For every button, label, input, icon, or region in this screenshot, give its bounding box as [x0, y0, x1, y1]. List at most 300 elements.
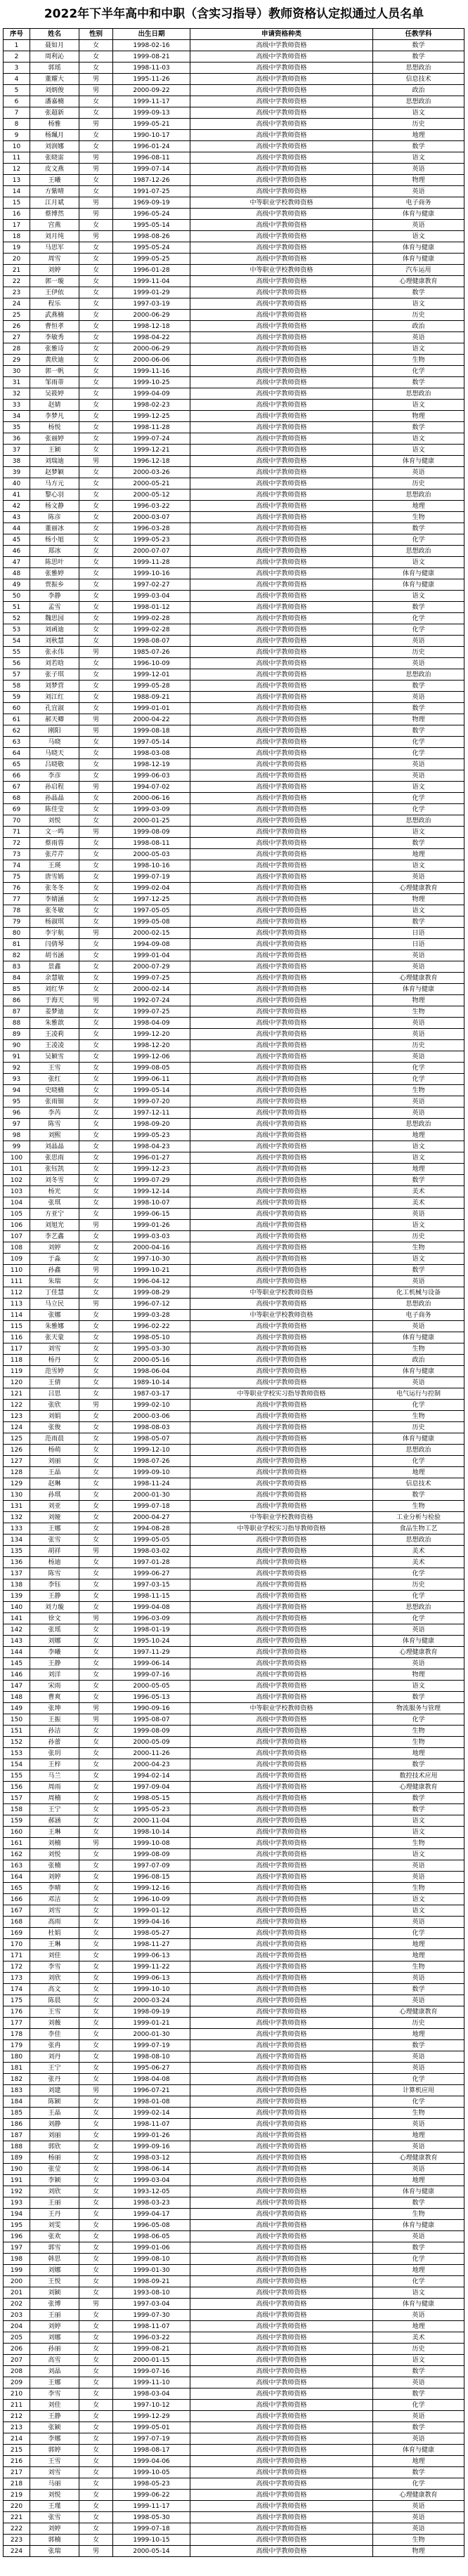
cell-gender: 男 [79, 456, 113, 467]
table-row [4, 1535, 464, 1546]
cell-qualification: 高级中学教师资格 [190, 445, 373, 456]
table-row [4, 939, 464, 950]
cell-name: 曹爽 [30, 1692, 79, 1703]
cell-subject: 心理健康教育 [373, 276, 464, 287]
cell-name: 陈晨 [30, 1995, 79, 2006]
cell-index: 200 [4, 2276, 30, 2287]
cell-birthdate: 1996-03-22 [113, 2332, 190, 2344]
cell-name: 王曦 [30, 175, 79, 186]
cell-index: 204 [4, 2321, 30, 2332]
cell-qualification: 高级中学教师资格 [190, 1669, 373, 1681]
cell-qualification: 高级中学教师资格 [190, 1231, 373, 1242]
cell-qualification: 高级中学教师资格 [190, 2018, 373, 2029]
cell-name: 刘娜 [30, 1636, 79, 1647]
cell-birthdate: 1998-01-08 [113, 2096, 190, 2108]
cell-qualification: 高级中学教师资格 [190, 242, 373, 254]
cell-birthdate: 1969-09-19 [113, 197, 190, 209]
table-row [4, 1141, 464, 1152]
cell-index: 181 [4, 2063, 30, 2074]
cell-subject: 英语 [373, 467, 464, 478]
cell-qualification: 高级中学教师资格 [190, 1006, 373, 1018]
cell-subject: 英语 [373, 1995, 464, 2006]
cell-birthdate: 1996-03-22 [113, 501, 190, 512]
cell-name: 李艺鑫 [30, 1231, 79, 1242]
cell-birthdate: 1998-10-16 [113, 860, 190, 872]
cell-subject: 数学 [373, 1804, 464, 1815]
table-row [4, 624, 464, 636]
cell-birthdate: 1994-08-28 [113, 1523, 190, 1535]
cell-qualification: 高级中学教师资格 [190, 748, 373, 759]
table-row [4, 546, 464, 557]
cell-birthdate: 1999-12-21 [113, 445, 190, 456]
cell-birthdate: 1998-12-20 [113, 1040, 190, 1051]
cell-birthdate: 1998-11-27 [113, 1939, 190, 1950]
cell-gender: 女 [79, 2141, 113, 2153]
cell-birthdate: 1997-05-05 [113, 905, 190, 916]
cell-subject: 生物 [373, 1737, 464, 1748]
cell-index: 175 [4, 1995, 30, 2006]
table-row [4, 1759, 464, 1770]
table-row [4, 2490, 464, 2501]
cell-qualification: 高级中学教师资格 [190, 2029, 373, 2040]
cell-index: 1 [4, 40, 30, 51]
table-row [4, 2344, 464, 2355]
cell-birthdate: 1998-02-23 [113, 400, 190, 411]
table-row [4, 265, 464, 276]
cell-index: 173 [4, 1973, 30, 1984]
cell-birthdate: 1999-10-05 [113, 2467, 190, 2478]
cell-name: 丁佳慧 [30, 1287, 79, 1299]
cell-index: 19 [4, 242, 30, 254]
table-row [4, 1905, 464, 1917]
cell-qualification: 高级中学教师资格 [190, 1141, 373, 1152]
cell-name: 江月斌 [30, 197, 79, 209]
cell-qualification: 高级中学教师资格 [190, 2355, 373, 2366]
cell-index: 35 [4, 422, 30, 433]
cell-gender: 女 [79, 1681, 113, 1692]
cell-index: 157 [4, 1793, 30, 1804]
cell-gender: 女 [79, 2209, 113, 2220]
cell-index: 177 [4, 2018, 30, 2029]
cell-qualification: 中等职业学校教师资格 [190, 1287, 373, 1299]
cell-qualification: 高级中学教师资格 [190, 2254, 373, 2265]
cell-qualification: 高级中学教师资格 [190, 1242, 373, 1254]
cell-index: 136 [4, 1557, 30, 1568]
cell-index: 188 [4, 2141, 30, 2153]
cell-subject: 语文 [373, 152, 464, 164]
cell-name: 周雪 [30, 254, 79, 265]
cell-name: 程乐 [30, 298, 79, 310]
cell-index: 202 [4, 2299, 30, 2310]
cell-subject: 化学 [373, 366, 464, 377]
table-row [4, 2512, 464, 2523]
cell-gender: 女 [79, 2422, 113, 2433]
cell-birthdate: 1999-02-04 [113, 883, 190, 894]
cell-gender: 男 [79, 2546, 113, 2557]
cell-birthdate: 1998-11-28 [113, 422, 190, 433]
cell-gender: 女 [79, 1018, 113, 1029]
cell-gender: 女 [79, 1726, 113, 1737]
cell-subject: 地理 [373, 1950, 464, 1961]
cell-qualification: 高级中学教师资格 [190, 579, 373, 591]
cell-index: 111 [4, 1276, 30, 1287]
cell-birthdate: 1999-12-23 [113, 1164, 190, 1175]
cell-subject: 化学 [373, 613, 464, 624]
cell-qualification: 中等职业学校实习指导教师资格 [190, 1523, 373, 1535]
cell-gender: 女 [79, 1478, 113, 1490]
cell-subject: 英语 [373, 2512, 464, 2523]
cell-name: 王梓 [30, 1759, 79, 1770]
cell-name: 邹雨蒂 [30, 377, 79, 388]
cell-gender: 女 [79, 2445, 113, 2456]
cell-gender: 女 [79, 579, 113, 591]
cell-qualification: 高级中学教师资格 [190, 1343, 373, 1355]
table-row [4, 1523, 464, 1535]
cell-qualification: 高级中学教师资格 [190, 1175, 373, 1186]
cell-name: 刘丹 [30, 2051, 79, 2063]
cell-subject: 日语 [373, 939, 464, 950]
cell-qualification: 高级中学教师资格 [190, 1793, 373, 1804]
cell-name: 邓洁 [30, 1894, 79, 1905]
cell-gender: 女 [79, 343, 113, 355]
cell-subject: 电气运行与控制 [373, 1388, 464, 1400]
table-row [4, 1152, 464, 1164]
cell-qualification: 高级中学教师资格 [190, 1568, 373, 1579]
cell-index: 59 [4, 692, 30, 703]
cell-subject: 思想政治 [373, 1119, 464, 1130]
cell-subject: 语文 [373, 591, 464, 602]
cell-subject: 生物 [373, 1501, 464, 1512]
cell-subject: 地理 [373, 1939, 464, 1950]
cell-qualification: 中等职业学校教师资格 [190, 265, 373, 276]
cell-subject: 数学 [373, 2366, 464, 2377]
cell-name: 王娜 [30, 1523, 79, 1535]
cell-birthdate: 1995-05-14 [113, 220, 190, 231]
cell-index: 5 [4, 85, 30, 96]
cell-birthdate: 1988-09-21 [113, 692, 190, 703]
cell-qualification: 高级中学教师资格 [190, 2299, 373, 2310]
cell-name: 孙鑫 [30, 1265, 79, 1276]
table-row [4, 849, 464, 860]
cell-name: 刘婷 [30, 1242, 79, 1254]
cell-qualification: 高级中学教师资格 [190, 489, 373, 501]
cell-qualification: 高级中学教师资格 [190, 1332, 373, 1343]
cell-subject: 英语 [373, 658, 464, 669]
cell-qualification: 高级中学教师资格 [190, 1928, 373, 1939]
table-row [4, 1006, 464, 1018]
cell-subject: 日语 [373, 928, 464, 939]
cell-gender: 女 [79, 2377, 113, 2388]
cell-qualification: 高级中学教师资格 [190, 1433, 373, 1445]
cell-subject: 物理 [373, 894, 464, 905]
cell-birthdate: 1998-11-03 [113, 63, 190, 74]
cell-subject: 地理 [373, 501, 464, 512]
cell-gender: 女 [79, 2018, 113, 2029]
cell-index: 26 [4, 321, 30, 332]
cell-name: 蔡雨蓉 [30, 838, 79, 849]
cell-birthdate: 1998-11-07 [113, 2119, 190, 2130]
cell-gender: 男 [79, 995, 113, 1006]
cell-gender: 女 [79, 1984, 113, 1995]
cell-name: 刘婷 [30, 265, 79, 276]
cell-index: 15 [4, 197, 30, 209]
cell-birthdate: 1999-08-29 [113, 1287, 190, 1299]
table-row [4, 2220, 464, 2231]
table-row [4, 1917, 464, 1928]
cell-subject: 英语 [373, 2051, 464, 2063]
cell-qualification: 高级中学教师资格 [190, 130, 373, 141]
cell-name: 刘旭光 [30, 1220, 79, 1231]
cell-subject: 数学 [373, 1984, 464, 1995]
cell-subject: 数学 [373, 287, 464, 298]
cell-name: 王丽 [30, 2310, 79, 2321]
cell-subject: 政治 [373, 85, 464, 96]
cell-birthdate: 1999-10-10 [113, 1984, 190, 1995]
cell-subject: 思想政治 [373, 96, 464, 107]
cell-subject: 化工机械与设备 [373, 1287, 464, 1299]
cell-gender: 女 [79, 2388, 113, 2400]
cell-name: 李雪 [30, 2388, 79, 2400]
cell-birthdate: 1998-04-23 [113, 1141, 190, 1152]
table-row [4, 1782, 464, 1793]
cell-birthdate: 1999-08-05 [113, 1063, 190, 1074]
cell-subject: 数学 [373, 2040, 464, 2051]
cell-gender: 女 [79, 973, 113, 984]
cell-index: 29 [4, 355, 30, 366]
cell-qualification: 高级中学教师资格 [190, 2546, 373, 2557]
cell-index: 182 [4, 2074, 30, 2085]
cell-name: 刘炳俊 [30, 85, 79, 96]
cell-index: 146 [4, 1669, 30, 1681]
cell-index: 30 [4, 366, 30, 377]
cell-qualification: 高级中学教师资格 [190, 725, 373, 737]
cell-subject: 化学 [373, 1400, 464, 1411]
table-row [4, 782, 464, 793]
table-row [4, 1074, 464, 1085]
cell-gender: 女 [79, 905, 113, 916]
cell-name: 张丹 [30, 2074, 79, 2085]
cell-birthdate: 1997-05-14 [113, 737, 190, 748]
cell-qualification: 高级中学教师资格 [190, 1467, 373, 1478]
cell-index: 54 [4, 636, 30, 647]
table-row [4, 1995, 464, 2006]
cell-name: 刘亚 [30, 1501, 79, 1512]
cell-birthdate: 1997-10-12 [113, 2400, 190, 2411]
cell-gender: 女 [79, 1860, 113, 1872]
cell-subject: 英语 [373, 692, 464, 703]
table-row [4, 388, 464, 400]
cell-subject: 心理健康教育 [373, 883, 464, 894]
cell-birthdate: 1999-04-06 [113, 2456, 190, 2467]
table-row [4, 276, 464, 287]
cell-qualification: 高级中学教师资格 [190, 1096, 373, 1108]
cell-qualification: 高级中学教师资格 [190, 1164, 373, 1175]
cell-birthdate: 1996-10-09 [113, 658, 190, 669]
table-row [4, 2209, 464, 2220]
cell-name: 孙洁 [30, 1726, 79, 1737]
table-row [4, 737, 464, 748]
cell-qualification: 高级中学教师资格 [190, 1883, 373, 1894]
cell-index: 145 [4, 1658, 30, 1669]
cell-index: 73 [4, 849, 30, 860]
cell-subject: 语文 [373, 1220, 464, 1231]
cell-qualification: 高级中学教师资格 [190, 714, 373, 725]
cell-qualification: 高级中学教师资格 [190, 1108, 373, 1119]
cell-qualification: 高级中学教师资格 [190, 2051, 373, 2063]
table-row [4, 2175, 464, 2186]
table-row [4, 1478, 464, 1490]
cell-qualification: 高级中学教师资格 [190, 512, 373, 523]
cell-subject: 计算机应用 [373, 2085, 464, 2096]
cell-gender: 女 [79, 759, 113, 770]
cell-index: 27 [4, 332, 30, 343]
cell-name: 张欣 [30, 1400, 79, 1411]
cell-name: 张雪 [30, 2512, 79, 2523]
table-row [4, 1838, 464, 1849]
cell-name: 刘雪 [30, 1905, 79, 1917]
table-row [4, 1018, 464, 1029]
table-row [4, 815, 464, 827]
cell-index: 127 [4, 1456, 30, 1467]
cell-gender: 女 [79, 2512, 113, 2523]
cell-gender: 女 [79, 2332, 113, 2344]
cell-subject: 数学 [373, 1265, 464, 1276]
cell-index: 129 [4, 1478, 30, 1490]
cell-birthdate: 1999-01-26 [113, 2130, 190, 2141]
cell-birthdate: 1999-12-10 [113, 1445, 190, 1456]
table-row [4, 1512, 464, 1523]
table-row [4, 2164, 464, 2175]
table-row [4, 1658, 464, 1669]
cell-qualification: 高级中学教师资格 [190, 1838, 373, 1849]
cell-index: 17 [4, 220, 30, 231]
cell-birthdate: 1999-06-03 [113, 770, 190, 782]
cell-gender: 女 [79, 1355, 113, 1366]
cell-gender: 女 [79, 568, 113, 579]
cell-birthdate: 1995-05-23 [113, 1804, 190, 1815]
cell-birthdate: 1999-04-16 [113, 1917, 190, 1928]
cell-birthdate: 1999-11-04 [113, 276, 190, 287]
cell-birthdate: 1998-06-04 [113, 1366, 190, 1377]
cell-index: 93 [4, 1074, 30, 1085]
cell-birthdate: 1999-05-01 [113, 2422, 190, 2433]
cell-gender: 女 [79, 1051, 113, 1063]
cell-index: 16 [4, 209, 30, 220]
cell-birthdate: 1996-03-09 [113, 1613, 190, 1624]
cell-name: 魏思园 [30, 613, 79, 624]
cell-qualification: 高级中学教师资格 [190, 2130, 373, 2141]
table-row [4, 411, 464, 422]
cell-subject: 语文 [373, 782, 464, 793]
cell-birthdate: 1998-03-04 [113, 2388, 190, 2400]
table-row [4, 1063, 464, 1074]
cell-qualification: 高级中学教师资格 [190, 1411, 373, 1422]
cell-qualification: 高级中学教师资格 [190, 2535, 373, 2546]
cell-name: 李彦 [30, 770, 79, 782]
cell-subject: 地理 [373, 849, 464, 860]
cell-subject: 物流服务与管理 [373, 1703, 464, 1714]
table-row [4, 512, 464, 523]
cell-index: 72 [4, 838, 30, 849]
cell-name: 王雪 [30, 2456, 79, 2467]
cell-qualification: 中等职业学校教师资格 [190, 1703, 373, 1714]
cell-qualification: 高级中学教师资格 [190, 1658, 373, 1669]
cell-subject: 数学 [373, 916, 464, 928]
cell-birthdate: 1998-11-07 [113, 2321, 190, 2332]
cell-name: 刘若晗 [30, 658, 79, 669]
table-row [4, 1366, 464, 1377]
cell-index: 102 [4, 1175, 30, 1186]
cell-name: 刘雯 [30, 2220, 79, 2231]
cell-birthdate: 1999-02-14 [113, 2108, 190, 2119]
cell-subject: 物理 [373, 2546, 464, 2557]
cell-birthdate: 1999-07-24 [113, 433, 190, 445]
cell-index: 222 [4, 2523, 30, 2535]
cell-index: 61 [4, 714, 30, 725]
header-gender: 性别 [79, 29, 113, 40]
cell-subject: 英语 [373, 2523, 464, 2535]
cell-birthdate: 1998-01-12 [113, 602, 190, 613]
cell-qualification: 高级中学教师资格 [190, 2422, 373, 2433]
cell-name: 于淼 [30, 1254, 79, 1265]
cell-qualification: 高级中学教师资格 [190, 355, 373, 366]
cell-index: 78 [4, 905, 30, 916]
cell-birthdate: 1997-02-27 [113, 579, 190, 591]
cell-gender: 男 [79, 2085, 113, 2096]
cell-index: 174 [4, 1984, 30, 1995]
cell-gender: 女 [79, 1164, 113, 1175]
cell-index: 203 [4, 2310, 30, 2321]
cell-birthdate: 1998-04-09 [113, 1018, 190, 1029]
table-row [4, 2119, 464, 2130]
cell-qualification: 高级中学教师资格 [190, 1535, 373, 1546]
table-row [4, 164, 464, 175]
cell-gender: 女 [79, 894, 113, 905]
cell-gender: 女 [79, 916, 113, 928]
table-row [4, 1883, 464, 1894]
cell-qualification: 高级中学教师资格 [190, 1748, 373, 1759]
cell-name: 刘瑞迪 [30, 456, 79, 467]
cell-name: 王振 [30, 1714, 79, 1726]
cell-gender: 女 [79, 872, 113, 883]
cell-index: 218 [4, 2478, 30, 2490]
table-row [4, 1343, 464, 1355]
cell-gender: 女 [79, 1872, 113, 1883]
table-row [4, 2085, 464, 2096]
cell-name: 刘佳 [30, 1950, 79, 1961]
cell-index: 46 [4, 546, 30, 557]
cell-subject: 语文 [373, 1152, 464, 1164]
cell-qualification: 高级中学教师资格 [190, 1961, 373, 1973]
cell-name: 余慧敏 [30, 973, 79, 984]
cell-name: 李婧涵 [30, 894, 79, 905]
cell-subject: 美术 [373, 2332, 464, 2344]
cell-subject: 数学 [373, 377, 464, 388]
cell-qualification: 高级中学教师资格 [190, 1905, 373, 1917]
cell-subject: 生物 [373, 355, 464, 366]
cell-name: 李芮 [30, 1108, 79, 1119]
cell-gender: 女 [79, 1748, 113, 1759]
table-row [4, 602, 464, 613]
table-row [4, 961, 464, 973]
cell-gender: 女 [79, 2411, 113, 2422]
cell-qualification: 高级中学教师资格 [190, 1377, 373, 1388]
cell-name: 杨丽 [30, 2153, 79, 2164]
cell-subject: 英语 [373, 770, 464, 782]
table-row [4, 489, 464, 501]
cell-qualification: 高级中学教师资格 [190, 74, 373, 85]
cell-index: 139 [4, 1591, 30, 1602]
